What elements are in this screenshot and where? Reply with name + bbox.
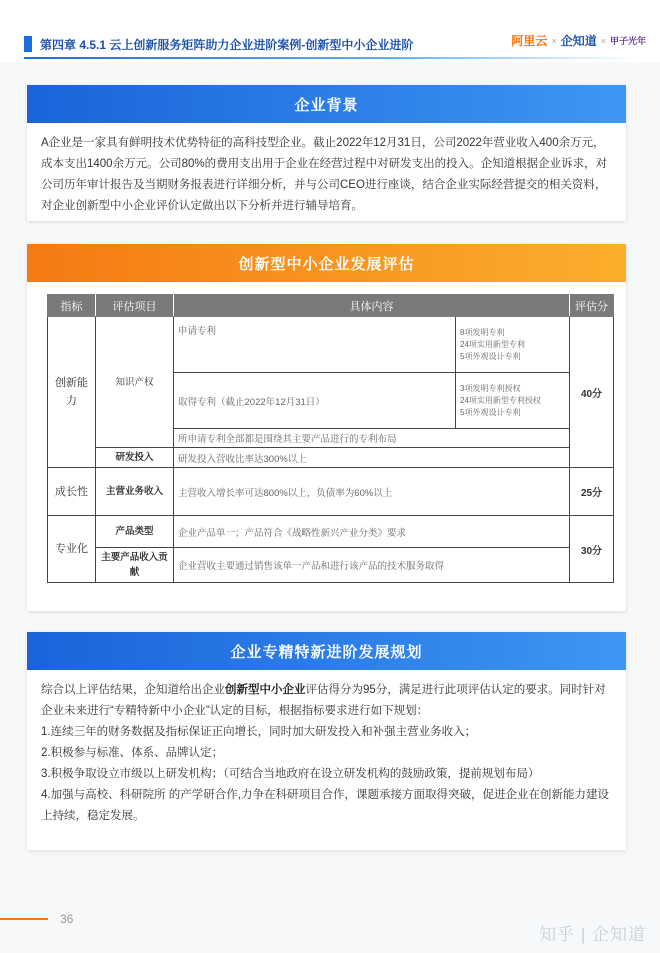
background-paragraph: A企业是一家具有鲜明技术优势特征的高科技型企业。截止2022年12月31日，公司2022年营业收入400余万元，成本支出1400余万元。公司80%的费用支出用于企业在经营过程中对研发支出的投入。企知道根据企业诉求，对公司历年审计报告及当期财务报表进行详细分析，并与公司CEO进行座谈，结合企业实际经营提交的相关资料，对企业创新型中小企业评价认定做出以下分析并进行辅导培育。 [41, 137, 608, 212]
column-header: 评估项目 [96, 295, 174, 317]
qizhidao-logo: 企知道 [560, 34, 597, 48]
background-card [27, 85, 626, 221]
score-growth: 25分 [570, 468, 614, 516]
column-header: 指标 [48, 295, 96, 317]
intro-text: 综合以上评估结果，企知道给出企业 [41, 684, 225, 696]
intro-highlight: 创新型中小企业 [225, 684, 306, 696]
rd-content: 研发投入营收比率达300%以上 [174, 448, 570, 468]
evaluation-table [47, 294, 614, 583]
logo-separator: × [551, 35, 557, 46]
footer-accent-line [0, 918, 48, 920]
indicator-innovation: 创新能力 [48, 317, 96, 468]
plan-heading: 企业专精特新进阶发展规划 [27, 632, 626, 670]
plan-item: 4.加强与高校、科研院所 的产学研合作,力争在科研项目合作，课题承接方面取得突破，促进企业在创新能力建设上持续，稳定发展。 [41, 789, 609, 822]
product-revenue-content: 企业营收主要通过销售该单一产品和进行该产品的技术服务取得 [174, 548, 570, 583]
plan-item: 2.积极参与标准、体系、品牌认定； [41, 747, 224, 759]
background-heading: 企业背景 [27, 85, 626, 123]
granted-patent: 取得专利（截止2022年12月31日） [174, 373, 456, 429]
score-specialization: 30分 [570, 516, 614, 583]
partner-logos [511, 32, 646, 49]
apply-patent: 申请专利 [174, 317, 456, 373]
page-number: 36 [60, 912, 74, 926]
header-accent-bar [24, 36, 32, 52]
plan-text [27, 670, 626, 827]
evaluation-heading: 创新型中小企业发展评估 [27, 244, 626, 282]
page-header [0, 0, 660, 62]
detail-line: 8项发明专利 [460, 327, 505, 337]
item-rd: 研发投入 [96, 448, 174, 468]
plan-item: 3.积极争取设立市级以上研发机构；（可结合当地政府在设立研发机构的鼓励政策，提前规划布局） [41, 768, 540, 780]
column-header: 具体内容 [174, 295, 570, 317]
plan-item: 1.连续三年的财务数据及指标保证正向增长，同时加大研发投入和补强主营业务收入； [41, 726, 477, 738]
product-type-content: 企业产品单一；产品符合《战略性新兴产业分类》要求 [174, 516, 570, 548]
page-title: 第四章 4.5.1 云上创新服务矩阵助力企业进阶案例-创新型中小企业进阶 [40, 38, 414, 52]
apply-detail [456, 317, 570, 373]
table-row [48, 448, 614, 468]
background-text [27, 123, 626, 217]
watermark: 知乎 | 企知道 [539, 925, 646, 944]
detail-line: 24项实用新型专利授权 [460, 395, 541, 405]
indicator-specialization: 专业化 [48, 516, 96, 583]
indicator-growth: 成长性 [48, 468, 96, 516]
detail-line: 5项外观设计专利 [460, 351, 521, 361]
table-row [48, 468, 614, 516]
item-revenue: 主营业务收入 [96, 468, 174, 516]
jiazi-logo: 甲子光年 [609, 36, 646, 46]
patent-note: 所申请专利全部都是围绕其主要产品进行的专利布局 [174, 429, 570, 448]
detail-line: 24项实用新型专利 [460, 339, 525, 349]
table-row [48, 516, 614, 548]
detail-line: 5项外观设计专利 [460, 407, 521, 417]
item-product-revenue: 主要产品收入贡献 [96, 548, 174, 583]
plan-card [27, 632, 626, 850]
table-row [48, 548, 614, 583]
table-row [48, 317, 614, 373]
granted-detail [456, 373, 570, 429]
column-header: 评估分 [570, 295, 614, 317]
evaluation-card [27, 244, 626, 611]
growth-content: 主营收入增长率可达800%以上，负债率为60%以上 [174, 468, 570, 516]
table-header-row [48, 295, 614, 317]
header-divider [24, 57, 636, 59]
item-ip: 知识产权 [96, 317, 174, 448]
logo-separator: × [600, 35, 606, 46]
aliyun-logo: 阿里云 [511, 34, 548, 48]
plan-intro [41, 680, 612, 722]
score-innovation: 40分 [570, 317, 614, 468]
item-product-type: 产品类型 [96, 516, 174, 548]
intro-text: 评估得分为95分，满足进行此项评估认定的要求。同时针对企业未来进行“专精特新中小企业”认定的目标，根据指标要求进行如下规划： [41, 684, 606, 717]
detail-line: 3项发明专利授权 [460, 383, 521, 393]
